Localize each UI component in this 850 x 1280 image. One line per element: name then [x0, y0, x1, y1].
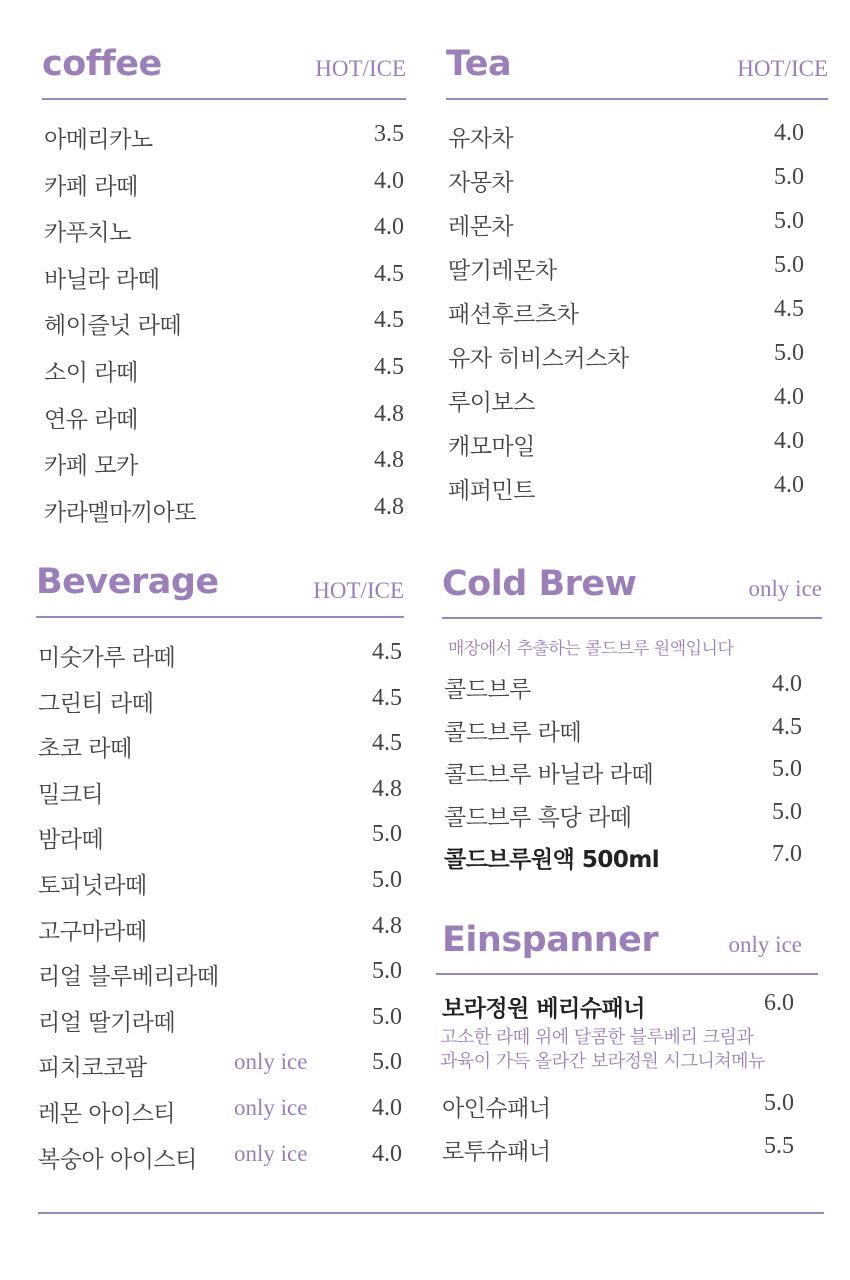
menu-item-price: 5.0: [372, 821, 402, 848]
menu-item-price: 5.0: [774, 252, 804, 278]
menu-item: [36, 685, 404, 731]
section-title: Einspanner: [442, 920, 659, 960]
menu-item-price: 4.8: [374, 493, 404, 520]
menu-item: [42, 494, 406, 541]
menu-item-name: 카페 모카: [44, 453, 138, 480]
menu-item-name: 카라멜마끼아또: [44, 499, 197, 526]
menu-item-name: 레몬차: [448, 214, 514, 240]
menu-item-name: 레몬 아이스티: [38, 1100, 176, 1127]
menu-item-price: 4.5: [372, 639, 402, 665]
featured-description-line-1: 고소한 라떼 위에 달콤한 블루베리 크림과: [440, 1027, 754, 1048]
menu-item-price: 4.0: [374, 167, 404, 194]
menu-item: [36, 867, 404, 913]
menu-item-name: 유자차: [448, 126, 514, 152]
menu-item: [442, 756, 822, 799]
menu-item: [42, 121, 406, 168]
section-note: only ice: [748, 576, 822, 601]
menu-item-price: 4.0: [774, 428, 804, 454]
menu-item-name: 미숫가루 라떼: [38, 645, 176, 671]
menu-item: [446, 296, 828, 340]
menu-item: [442, 671, 822, 714]
section-note: HOT/ICE: [313, 578, 404, 603]
menu-item: [442, 714, 822, 757]
section-divider: [436, 973, 818, 975]
menu-item-name: 소이 라떼: [44, 359, 138, 386]
menu-item: [36, 1049, 404, 1095]
menu-item: [42, 401, 406, 448]
section-note: HOT/ICE: [737, 56, 828, 81]
menu-item: [36, 1004, 404, 1050]
section-divider: [36, 616, 404, 618]
menu-item-name: 콜드브루 흑당 라떼: [444, 804, 632, 831]
menu-item: [446, 252, 828, 296]
menu-item-name: 자몽차: [448, 170, 514, 196]
menu-item: [440, 1133, 818, 1176]
menu-item-name: 복숭아 아이스티: [38, 1146, 197, 1173]
bottom-divider: [38, 1212, 824, 1214]
menu-item-name: 페퍼민트: [448, 478, 535, 504]
beverage-item-list: [36, 639, 404, 1186]
menu-item-name: 고구마라떼: [38, 918, 147, 945]
cold-brew-description: 매장에서 추출하는 콜드브루 원액입니다: [448, 639, 734, 659]
menu-item-name: 밀크티: [38, 781, 104, 808]
menu-item-price: 4.8: [374, 400, 404, 427]
menu-item: [36, 1141, 404, 1187]
menu-item: [446, 472, 828, 516]
menu-item-price: 4.0: [774, 384, 804, 410]
menu-item-price: 4.5: [772, 713, 802, 740]
menu-item-name: 아인슈패너: [442, 1096, 551, 1122]
menu-item: [42, 447, 406, 494]
menu-item-price: 5.0: [372, 1049, 402, 1076]
section-note: only ice: [728, 932, 802, 957]
menu-item-price: 4.0: [372, 1094, 402, 1121]
menu-item: [36, 639, 404, 685]
menu-item: [446, 208, 828, 252]
menu-item: [36, 776, 404, 822]
menu-item-name: 루이보스: [448, 390, 535, 416]
menu-item: [442, 841, 822, 884]
menu-item-name: 캐모마일: [448, 434, 535, 460]
menu-item-name: 콜드브루 라떼: [444, 719, 582, 746]
menu-item-price: 4.5: [372, 730, 402, 757]
menu-item: [36, 730, 404, 776]
menu-item-name: 카푸치노: [44, 220, 131, 247]
menu-item-name: 패션후르츠차: [448, 302, 579, 328]
menu-item-price: 5.5: [764, 1133, 794, 1159]
menu-item-price: 4.5: [372, 684, 402, 711]
menu-item: [42, 214, 406, 261]
menu-item-price: 5.0: [372, 958, 402, 985]
menu-item-price: 4.8: [374, 447, 404, 474]
menu-item: [440, 1090, 818, 1133]
cold-brew-item-list: [442, 671, 822, 884]
menu-item-name: 그린티 라떼: [38, 690, 154, 717]
menu-item: [442, 799, 822, 842]
menu-item-price: 4.5: [374, 353, 404, 380]
menu-item-price: 3.5: [374, 121, 404, 147]
menu-item-price: 5.0: [764, 1090, 794, 1116]
featured-menu-item: [440, 990, 818, 1022]
menu-item: [42, 261, 406, 308]
menu-item-name: 로투슈패너: [442, 1139, 551, 1165]
menu-item-price: 5.0: [772, 798, 802, 825]
menu-item: [446, 164, 828, 208]
coffee-item-list: [42, 121, 406, 540]
menu-item: [446, 120, 828, 164]
menu-item-name: 밤라떼: [38, 827, 104, 854]
menu-item: [42, 168, 406, 215]
menu-item-price: 6.0: [764, 990, 794, 1016]
menu-item: [36, 958, 404, 1004]
menu-item-name: 유자 히비스커스차: [448, 346, 629, 372]
menu-item-price: 4.8: [372, 912, 402, 939]
menu-item-tag: only ice: [234, 1140, 308, 1166]
menu-item-price: 7.0: [772, 841, 802, 867]
menu-item-name: 리얼 블루베리라떼: [38, 964, 219, 991]
menu-item-tag: only ice: [234, 1049, 308, 1075]
menu-item-name: 콜드브루원액 500ml: [444, 847, 660, 873]
section-title: Beverage: [36, 562, 219, 602]
menu-item: [36, 913, 404, 959]
menu-item-name: 아메리카노: [44, 127, 153, 153]
menu-item: [36, 821, 404, 867]
section-title: coffee: [42, 44, 162, 84]
menu-item: [446, 384, 828, 428]
menu-item-price: 5.0: [774, 164, 804, 190]
menu-item-price: 4.0: [374, 214, 404, 241]
menu-item-price: 5.0: [774, 340, 804, 366]
menu-item: [446, 428, 828, 472]
section-divider: [442, 617, 822, 619]
menu-item-name: 피치코코팜: [38, 1055, 147, 1082]
einspanner-item-list: [440, 1090, 818, 1176]
menu-item-price: 4.0: [372, 1140, 402, 1167]
menu-item-name: 콜드브루 바닐라 라떼: [444, 762, 654, 788]
menu-item-name: 콜드브루: [444, 677, 531, 703]
menu-item-name: 연유 라떼: [44, 406, 138, 433]
menu-item-price: 4.8: [372, 775, 402, 802]
menu-item: [446, 340, 828, 384]
menu-item-name: 초코 라떼: [38, 736, 132, 763]
menu-item-price: 5.0: [372, 866, 402, 893]
menu-item: [42, 354, 406, 401]
section-divider: [446, 98, 828, 100]
menu-item-price: 5.0: [774, 208, 804, 234]
menu-item-name: 리얼 딸기라떼: [38, 1009, 176, 1036]
menu-item: [36, 1095, 404, 1141]
menu-item-name: 딸기레몬차: [448, 258, 557, 284]
menu-item-name: 보라정원 베리슈패너: [442, 996, 645, 1022]
menu-item-name: 토피넛라떼: [38, 872, 147, 899]
menu-item: [42, 307, 406, 354]
menu-item-price: 4.0: [774, 120, 804, 146]
menu-item-price: 4.5: [774, 296, 804, 322]
section-title: Tea: [446, 44, 512, 84]
menu-item-price: 4.5: [374, 307, 404, 334]
menu-item-price: 4.0: [774, 472, 804, 498]
featured-description-line-2: 과육이 가득 올라간 보라정원 시그니쳐메뉴: [440, 1051, 765, 1072]
menu-item-price: 4.5: [374, 260, 404, 287]
section-divider: [42, 98, 406, 100]
section-note: HOT/ICE: [315, 56, 406, 81]
menu-item-name: 카페 라떼: [44, 173, 138, 200]
menu-item-name: 헤이즐넛 라떼: [44, 313, 182, 340]
menu-item-tag: only ice: [234, 1094, 308, 1120]
section-title: Cold Brew: [442, 564, 637, 604]
tea-item-list: [446, 120, 828, 516]
menu-item-price: 5.0: [372, 1003, 402, 1030]
menu-item-price: 5.0: [772, 756, 802, 782]
menu-item-name: 바닐라 라떼: [44, 266, 160, 293]
menu-item-price: 4.0: [772, 671, 802, 697]
